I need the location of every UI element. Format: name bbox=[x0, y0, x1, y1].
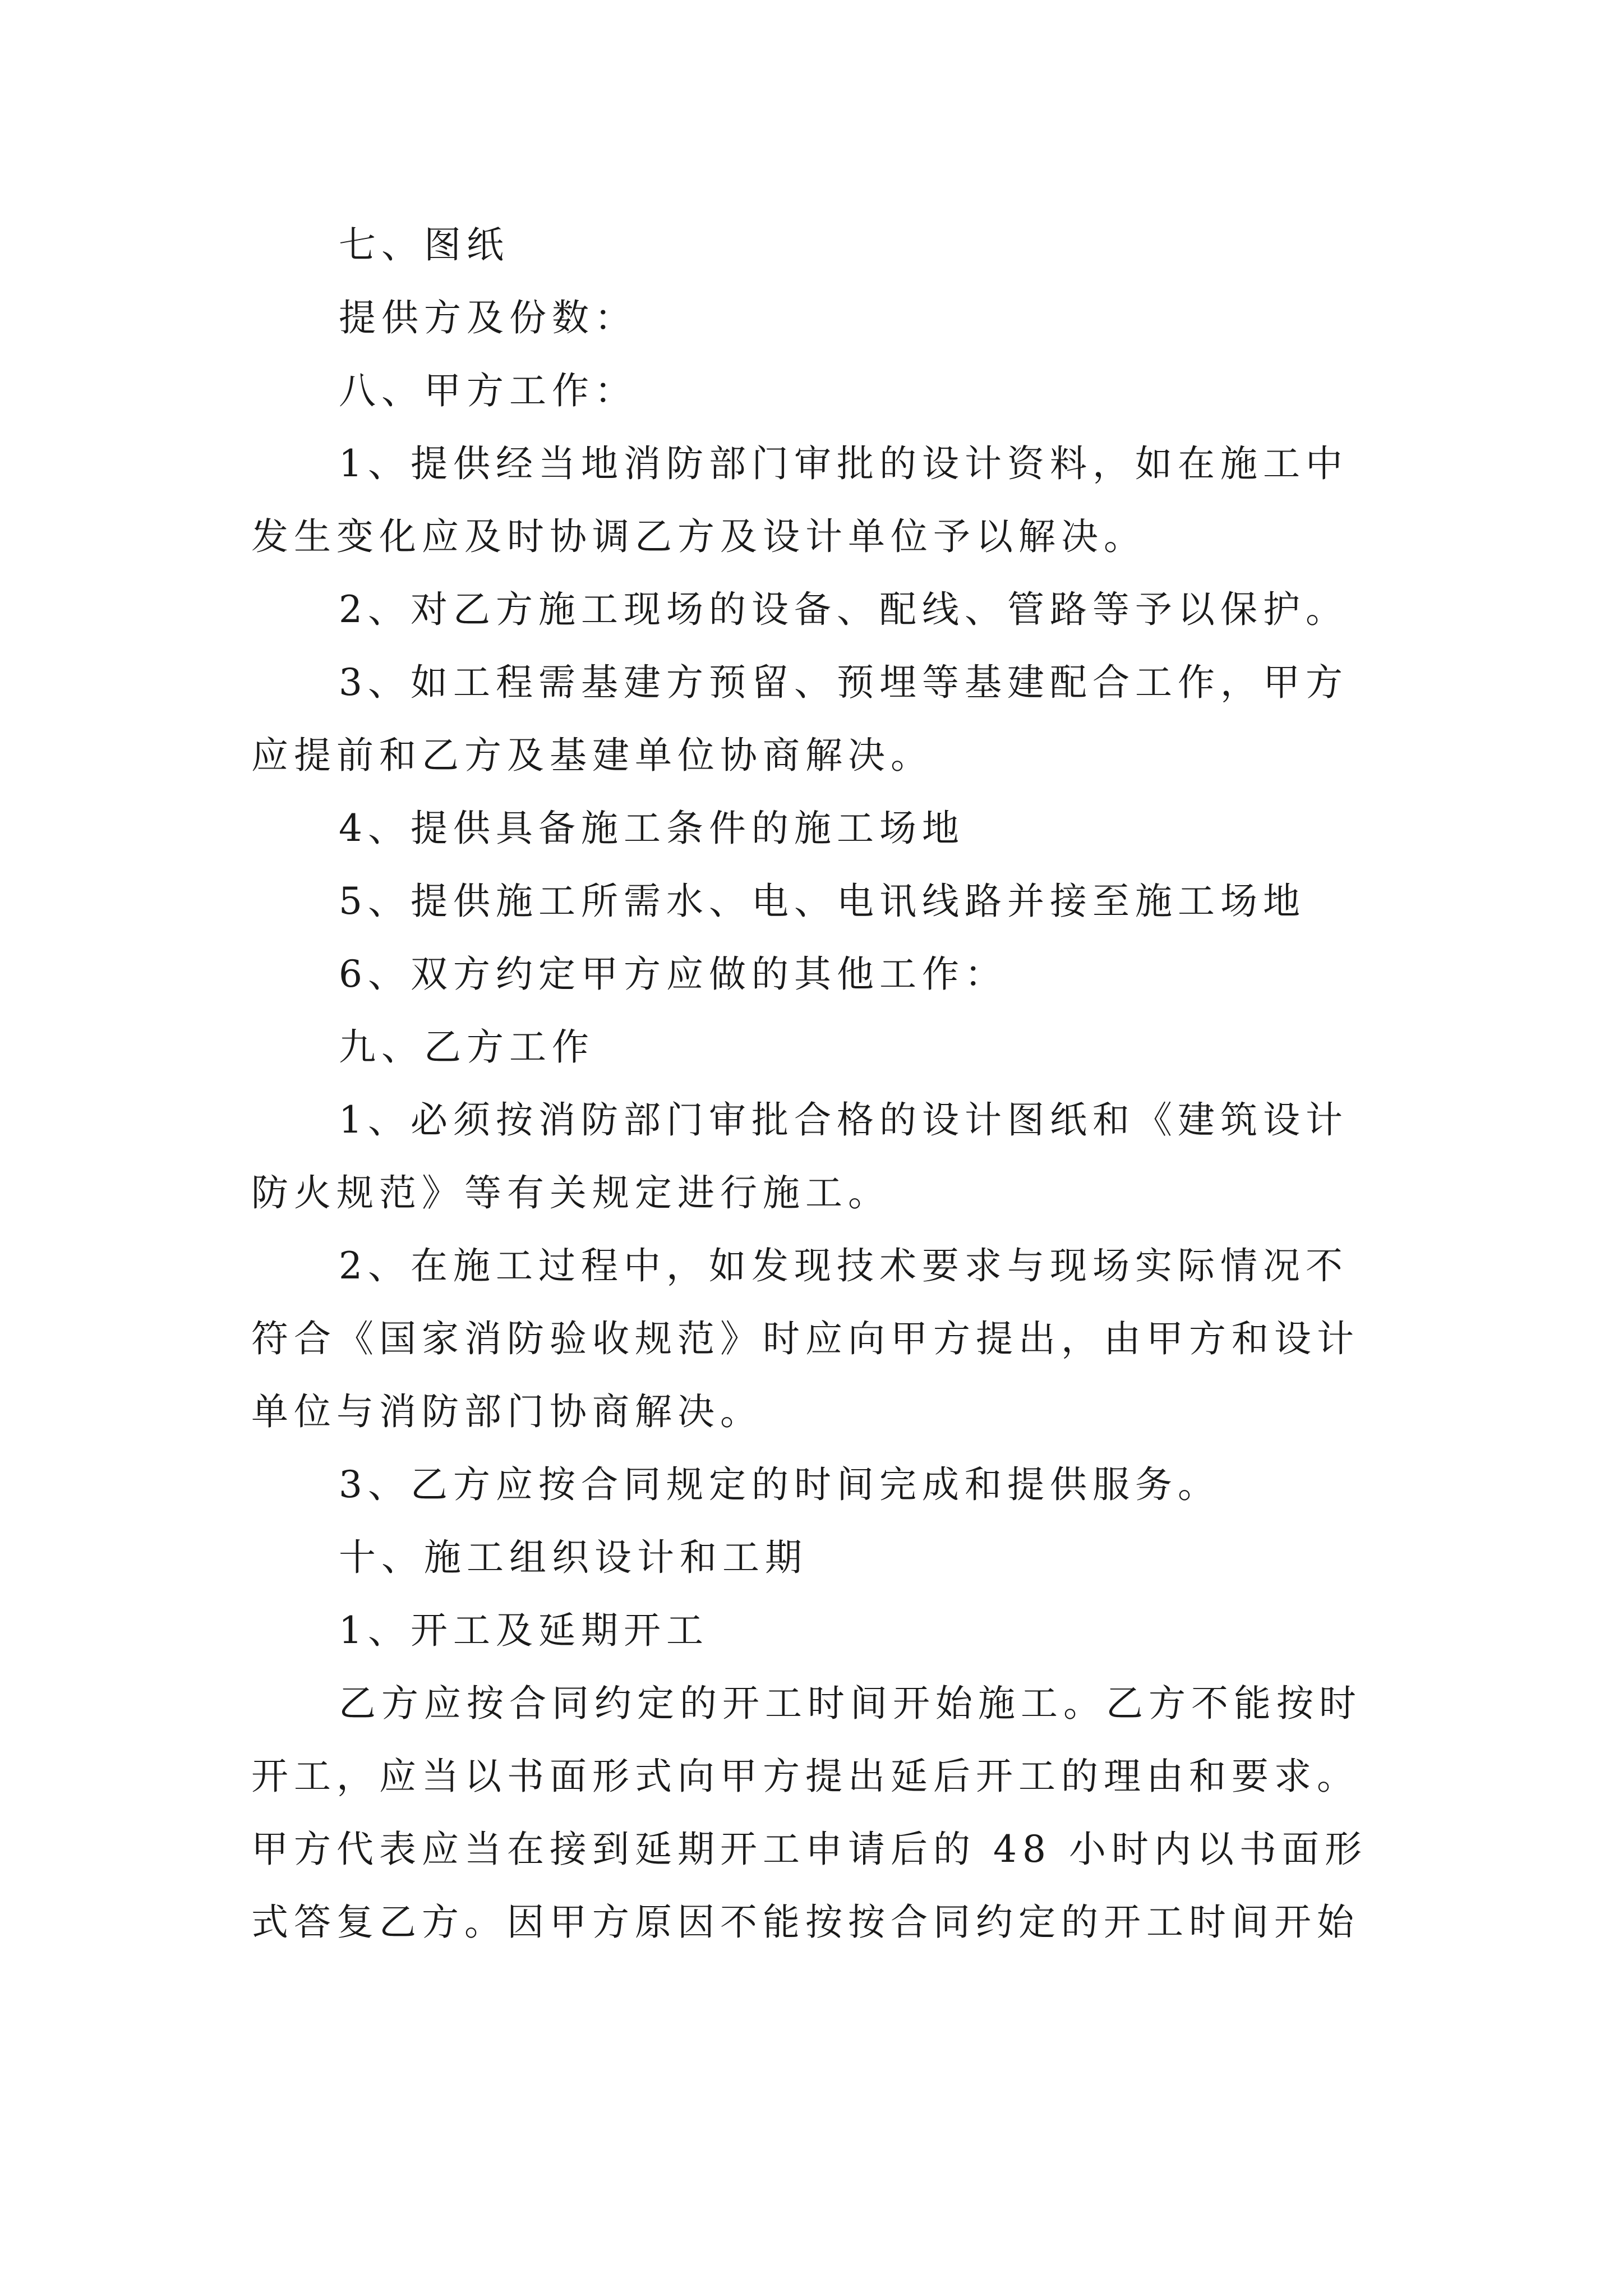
paragraph-line: 2、对乙方施工现场的设备、配线、管路等予以保护。 bbox=[339, 588, 1348, 631]
paragraph-line: 甲方代表应当在接到延期开工申请后的 48 小时内以书面形 bbox=[251, 1828, 1367, 1871]
document-page bbox=[251, 209, 1390, 1959]
paragraph-line: 6、双方约定甲方应做的其他工作： bbox=[339, 953, 1007, 996]
paragraph-line: 防火规范》等有关规定进行施工。 bbox=[251, 1171, 891, 1214]
section-heading-schedule: 十、施工组织设计和工期 bbox=[339, 1536, 808, 1579]
section-heading-party-b-work: 九、乙方工作 bbox=[339, 1025, 594, 1069]
paragraph-line: 式答复乙方。因甲方原因不能按按合同约定的开工时间开始 bbox=[251, 1901, 1359, 1944]
paragraph-line: 1、提供经当地消防部门审批的设计资料，如在施工中 bbox=[339, 442, 1348, 485]
paragraph-line: 单位与消防部门协商解决。 bbox=[251, 1390, 763, 1433]
paragraph-line: 开工，应当以书面形式向甲方提出延后开工的理由和要求。 bbox=[251, 1755, 1359, 1798]
paragraph-line: 乙方应按合同约定的开工时间开始施工。乙方不能按时 bbox=[339, 1682, 1362, 1725]
subsection-heading-start: 1、开工及延期开工 bbox=[339, 1609, 709, 1652]
paragraph-line: 4、提供具备施工条件的施工场地 bbox=[339, 807, 965, 850]
paragraph-line: 2、在施工过程中，如发现技术要求与现场实际情况不 bbox=[339, 1244, 1348, 1287]
section-heading-drawings: 七、图纸 bbox=[339, 223, 509, 266]
paragraph-line: 符合《国家消防验收规范》时应向甲方提出，由甲方和设计 bbox=[251, 1317, 1359, 1360]
paragraph-line: 发生变化应及时协调乙方及设计单位予以解决。 bbox=[251, 515, 1146, 558]
paragraph-line: 提供方及份数： bbox=[339, 296, 637, 339]
section-heading-party-a-work: 八、甲方工作： bbox=[339, 369, 637, 412]
paragraph-line: 应提前和乙方及基建单位协商解决。 bbox=[251, 734, 933, 777]
paragraph-line: 3、如工程需基建方预留、预埋等基建配合工作，甲方 bbox=[339, 661, 1348, 704]
paragraph-line: 1、必须按消防部门审批合格的设计图纸和《建筑设计 bbox=[339, 1098, 1348, 1142]
paragraph-line: 5、提供施工所需水、电、电讯线路并接至施工场地 bbox=[339, 880, 1306, 923]
paragraph-line: 3、乙方应按合同规定的时间完成和提供服务。 bbox=[339, 1463, 1220, 1506]
